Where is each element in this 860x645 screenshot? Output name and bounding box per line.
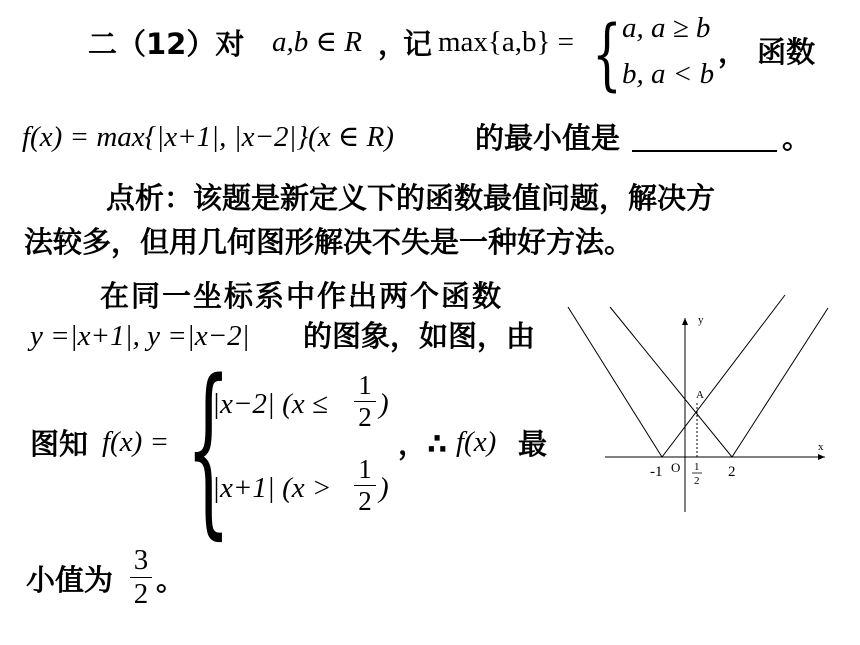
tuzhi-label: 图知	[30, 427, 89, 461]
piecewise-brace: {	[186, 340, 231, 556]
y-axis-label: y	[698, 314, 704, 326]
fx-label-2: f(x)	[456, 426, 497, 458]
piece-1: |x−2| (x ≤	[212, 388, 328, 420]
fraction-numerator: 1	[358, 370, 372, 400]
y-axis-arrow-icon	[682, 318, 688, 325]
piece-2-close: )	[379, 472, 389, 504]
function-graph	[560, 290, 835, 520]
max-case-1: a, a ≥ b	[622, 12, 711, 44]
tick-label-half-den: 2	[694, 475, 700, 487]
zui-label: 最	[518, 427, 548, 461]
analysis-line-1: 点析：该题是新定义下的函数最值问题，解决方	[106, 181, 716, 215]
origin-label: O	[671, 460, 681, 475]
fraction-numerator: 1	[358, 454, 372, 484]
point-a-label: A	[696, 389, 704, 401]
question-text: 的最小值是	[475, 121, 621, 155]
solution-line-1: 在同一坐标系中作出两个函数	[100, 279, 504, 313]
x-axis-label: x	[818, 441, 824, 453]
fraction-denominator: 2	[133, 578, 149, 610]
fraction-numerator: 3	[133, 544, 149, 576]
max-case-2: b, a < b	[622, 58, 715, 90]
solution-line-2-tail: 的图象，如图，由	[303, 319, 536, 353]
question-end: 。	[782, 121, 812, 155]
ab-in-r: a,b ∈ R	[272, 26, 362, 58]
tick-label-neg1: -1	[650, 464, 663, 480]
therefore-symbol: ，∴	[398, 427, 448, 461]
piece-2-fraction	[354, 456, 376, 515]
fx-label: f(x) =	[102, 426, 170, 458]
minimum-value-fraction	[130, 546, 152, 609]
fraction-denominator: 2	[358, 486, 372, 516]
max-brace: {	[592, 10, 622, 100]
problem-number: 二（12）对	[88, 27, 245, 61]
piece-1-fraction	[354, 372, 376, 431]
answer-blank	[632, 124, 777, 152]
ji-label: 记	[403, 27, 433, 61]
piece-1-close: )	[379, 388, 389, 420]
piece-2: |x+1| (x >	[212, 472, 332, 504]
fraction-denominator: 2	[358, 402, 372, 432]
max-definition: max{a,b} =	[438, 26, 574, 58]
minimum-value-prefix: 小值为	[26, 563, 114, 597]
function-definition: f(x) = max{|x+1|, |x−2|}(x ∈ R)	[22, 121, 394, 153]
comma-1: ，	[378, 27, 408, 61]
tick-label-half-num: 1	[694, 461, 700, 473]
x-axis-arrow-icon	[818, 454, 825, 460]
functions-pair: y =|x+1|, y =|x−2|	[30, 320, 250, 352]
tick-label-2: 2	[728, 464, 736, 480]
analysis-line-2: 法较多，但用几何图形解决不失是一种好方法。	[24, 225, 634, 259]
graph-abs-x-plus-1	[568, 295, 785, 457]
hanshu-label: ， 函数	[718, 35, 816, 69]
minimum-value-end: 。	[156, 563, 186, 597]
